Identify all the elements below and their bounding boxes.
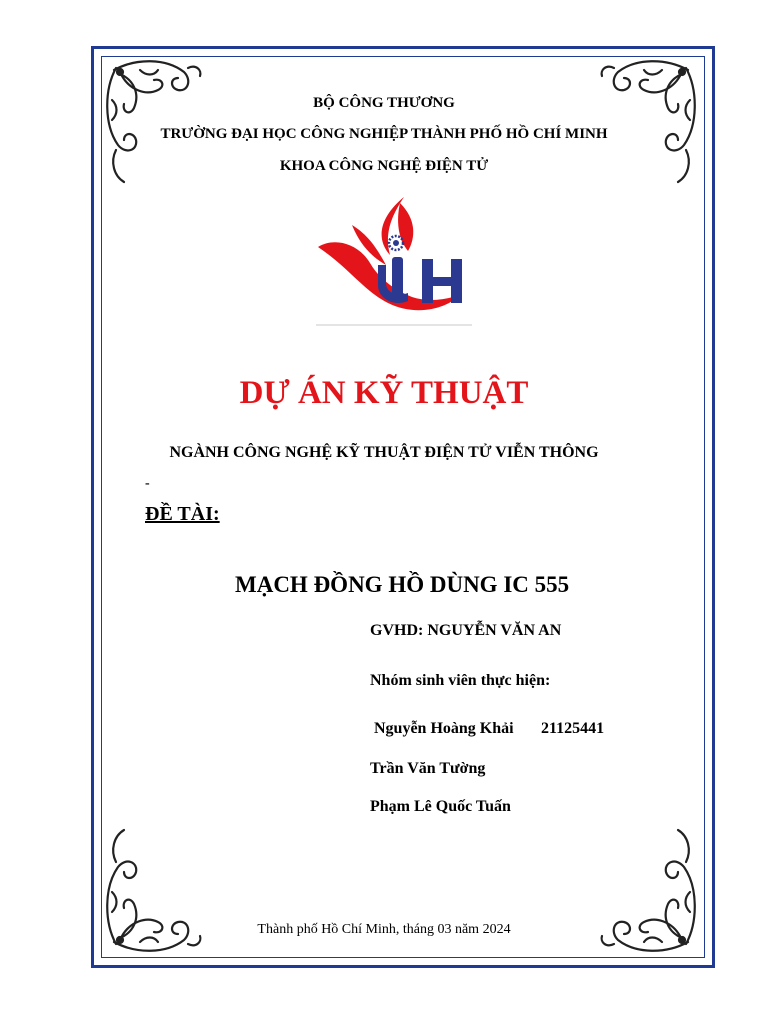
- footer-place-date: Thành phố Hồ Chí Minh, tháng 03 năm 2024: [257, 922, 511, 937]
- university-heading: TRƯỜNG ĐẠI HỌC CÔNG NGHIỆP THÀNH PHỐ HỒ CHÍ MINH: [160, 126, 608, 142]
- member-name: Nguyễn Hoàng Khải: [374, 720, 514, 737]
- dash-mark: -: [145, 476, 150, 491]
- group-label: Nhóm sinh viên thực hiện:: [370, 672, 551, 689]
- iuh-logo: [312, 185, 476, 327]
- faculty-heading: KHOA CÔNG NGHỆ ĐIỆN TỬ: [279, 158, 489, 174]
- ministry-heading: BỘ CÔNG THƯƠNG: [313, 95, 455, 111]
- project-name: MẠCH ĐỒNG HỒ DÙNG IC 555: [235, 572, 570, 597]
- major-heading: NGÀNH CÔNG NGHỆ KỸ THUẬT ĐIỆN TỬ VIỄN THÔNG: [169, 444, 599, 461]
- logo-text: IUH: [312, 185, 314, 186]
- topic-label: ĐỀ TÀI:: [145, 503, 220, 525]
- corner-ornament-icon: [96, 822, 206, 962]
- advisor-line: GVHD: NGUYỄN VĂN AN: [370, 622, 562, 639]
- member-name: Phạm Lê Quốc Tuấn: [370, 798, 511, 815]
- document-title: DỰ ÁN KỸ THUẬT: [239, 375, 529, 411]
- member-name: Trần Văn Tường: [370, 760, 486, 777]
- corner-ornament-icon: [596, 822, 706, 962]
- member-id: 21125441: [541, 720, 605, 737]
